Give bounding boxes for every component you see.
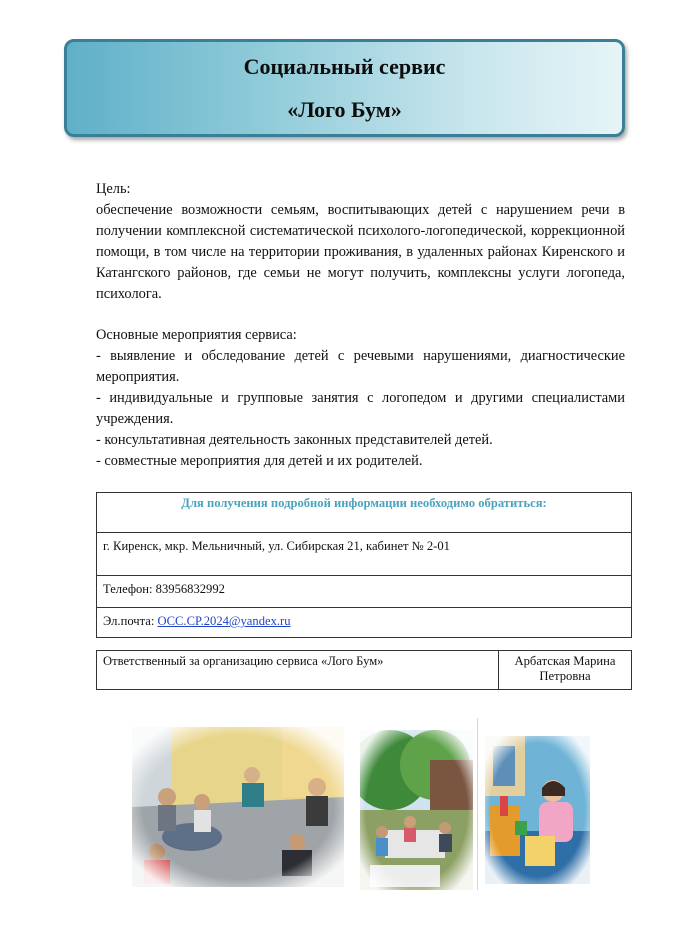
goal-label: Цель: [96,181,131,197]
email-label: Эл.почта: [103,614,158,628]
outdoor-activity-photo [360,730,473,890]
contacts-header: Для получения подробной информации необходимо обратиться: [97,493,632,533]
contacts-phone: Телефон: 83956832992 [97,576,632,608]
responsible-label: Ответственный за организацию сервиса «Лого Бум» [97,651,499,690]
title-banner [64,39,625,137]
responsible-name: Арбатская Марина Петровна [499,651,632,690]
event-item: - выявление и обследование детей с речевыми нарушениями, диагностические мероприятия. [96,348,625,385]
event-item: - индивидуальные и групповые занятия с логопедом и другими специалистами учреждения. [96,390,625,427]
child-playing-photo [485,736,590,884]
email-link[interactable]: OCC.CP.2024@yandex.ru [157,614,291,628]
page-title-line1: Социальный сервис [243,54,446,79]
group-session-photo [132,727,344,887]
goal-text: обеспечение возможности семьям, воспитывающих детей с нарушением речи в получении комплексной систематической психолого-логопедической, коррекционной помощи, в том числе на территории проживания, в удаленных районах Киренского и Катангского районов, где семьи не могут получить, комплексны услуги логопеда, психолога. [96,202,625,302]
events-section [96,325,625,472]
contacts-address: г. Киренск, мкр. Мельничный, ул. Сибирская 21, кабинет № 2-01 [97,533,632,576]
contacts-table [96,492,632,638]
event-item: - консультативная деятельность законных представителей детей. [96,432,493,448]
event-item: - совместные мероприятия для детей и их родителей. [96,453,423,469]
responsible-table [96,650,632,690]
goal-section [96,179,625,305]
events-heading: Основные мероприятия сервиса: [96,327,297,343]
contacts-email-row [97,608,632,638]
page-title-line2: «Лого Бум» [287,97,402,122]
photo-divider [477,718,478,890]
